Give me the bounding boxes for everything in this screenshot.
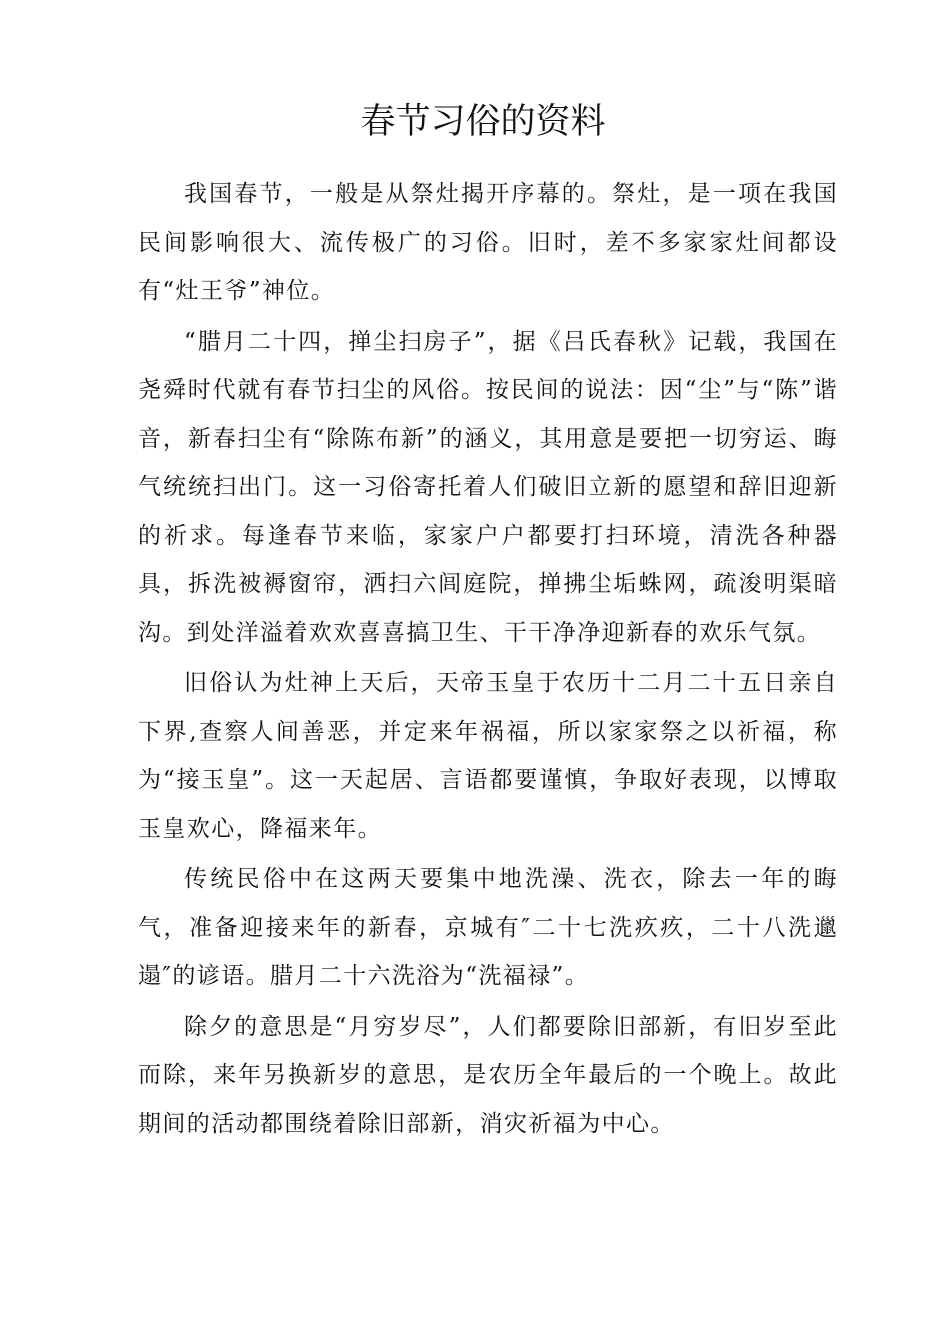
paragraph-dust-sweeping: “腊月二十四，掸尘扫房子”，据《吕氏春秋》记载，我国在尧舜时代就有春节扫尘的风俗。按民间的说法：因“尘”与“陈”谐音，新春扫尘有“除陈布新”的涵义，其用意是要把一切穷运、晦气统统扫出门。这一习俗寄托着人们破旧立新的愿望和辞旧迎新的祈求。每逢春节来临，家家户户都要打扫环境，清洗各种器具，拆洗被褥窗帘，洒扫六闾庭院，掸拂尘垢蛛网，疏浚明渠暗沟。到处洋溢着欢欢喜喜搞卫生、干干净净迎新春的欢乐气氛。 [138,328,838,646]
paragraph-new-years-eve: 除夕的意思是“月穷岁尽”，人们都要除旧部新，有旧岁至此而除，来年另换新岁的意思，是农历全年最后的一个晚上。故此期间的活动都围绕着除旧部新，消灾祈福为中心。 [138,1013,838,1137]
document-title: 春节习俗的资料 [360,102,606,142]
paragraph-jade-emperor: 旧俗认为灶神上天后，天帝玉皇于农历十二月二十五日亲自下界,查察人间善恶，并定来年祸福，所以家家祭之以祈福，称为“接玉皇”。这一天起居、言语都要谨慎，争取好表现，以博取玉皇欢心，降福来年。 [138,670,838,842]
document-body [138,170,838,1150]
paragraph-bathing: 传统民俗中在这两天要集中地洗澡、洗衣，除去一年的晦气，准备迎接来年的新春，京城有″二十七洗疚疚，二十八洗邋遢″的谚语。腊月二十六洗浴为“洗福禄”。 [138,866,838,989]
paragraph-kitchen-god: 我国春节，一般是从祭灶揭开序幕的。祭灶，是一项在我国民间影响很大、流传极广的习俗。旧时，差不多家家灶间都设有“灶王爷”神位。 [138,181,838,304]
